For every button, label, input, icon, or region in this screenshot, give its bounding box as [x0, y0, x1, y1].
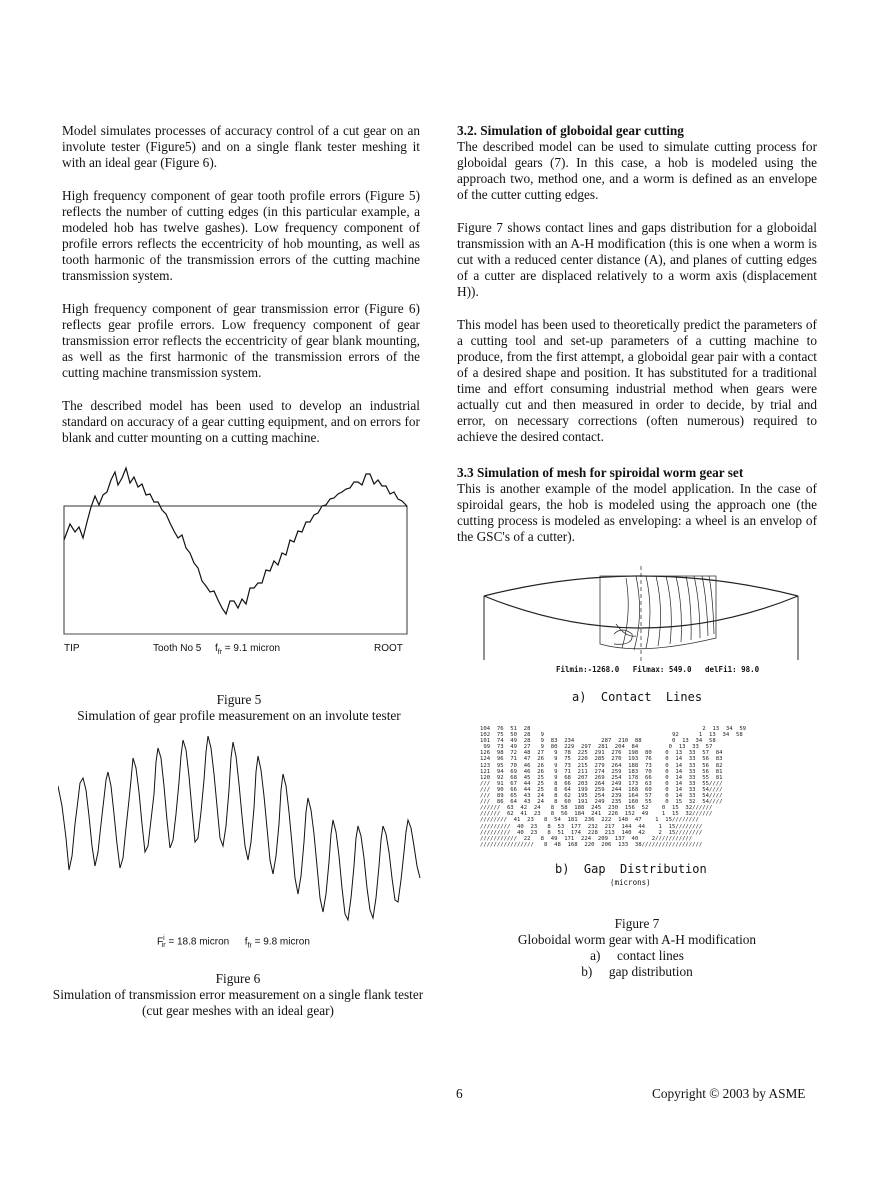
fi-min: Filmin:-1268.0 [556, 665, 620, 674]
caption-item-a: a) contact lines [590, 948, 684, 963]
contact-line [676, 576, 681, 642]
contact-line [694, 576, 700, 638]
caption-title: Figure 7 [614, 916, 660, 931]
gap-table-rows: 104 76 51 28 2 13 34 59 102 75 50 28 9 92 1 13 34 58 101 74 49 28 9 83 234 287 210 88 0 13 34 58 99 73 49 27 9 80 229 297 281 204 84 0 13 33 57 126 98 72 48 27 9 78 225 291 276 198 80 0 13 33 57 84 124 96 71 47 26 9 75 220 285 270 193 76 0 14 33 56 83 123 95 70 46 26 9 73 215 279 264 188 73 0 14 33 56 82 121 94 69 46 26 9 71 211 274 259 183 70 0 14 33 56 81 120 92 68 45 25 9 68 207 269 254 178 66 0 14 33 55 81 /// 91 67 44 25 8 66 203 264 249 173 63 0 14 33 55//// /// 90 66 44 25 8 64 199 259 244 168 60 0 14 33 54//// /// 89 65 43 24 8 62 195 254 239 164 57 0 14 33 54//// /// 86 64 43 24 8 60 191 249 235 160 55 0 15 32 54//// ////// 63 42 24 8 58 188 245 230 156 52 0 15 32////// ////// 62 41 23 8 56 184 241 226 152 49 1 15 32////// //////// 41 23 8 54 181 236 222 148 47 1 15//////// ///////// 40 23 8 53 177 232 217 144 44 1 15//////// ///////// 40 23 8 51 174 228 213 140 42 2 15//////// /////////// 22 8 49 171 224 209 137 40 2/////////// //////////////// 8 48 168 220 206 133 38////////////////// [480, 726, 747, 848]
figure-7a-contact-lines [476, 564, 806, 664]
copyright-notice: Copyright © 2003 by ASME [652, 1086, 806, 1101]
Fir-superscript: i [163, 935, 165, 942]
contact-line [666, 576, 671, 644]
figure-6-labels [157, 935, 310, 949]
caption-item-b: b) gap distribution [581, 964, 693, 979]
ffr-subscript: fr [247, 942, 252, 950]
ffr-symbol: f [214, 643, 218, 654]
right-column-text [457, 123, 817, 562]
Fir-symbol: F [157, 936, 164, 948]
contact-line [656, 576, 661, 646]
contact-line [634, 576, 640, 650]
plot-frame [64, 506, 407, 634]
paragraph: The described model can be used to simulate cutting process for globoidal gears (7). In this case, a hob is modeled using the approach two, method one, and a worm is defined as an envelope of the cutter cutting edges. [457, 139, 817, 202]
page-number: 6 [456, 1086, 463, 1101]
paragraph: This model has been used to theoretically predict the parameters of a cutting tool and set-up parameters of a cutting machine to produce, from the first attempt, a globoidal gear pair with a contact of a desired shape and position. It has substituted for a traditional time and effort consuming industrial method when gears were actually cut and then measured in order to decide, by trial and error, on necessary corrections (often numerous) required to achieve the desired contact. [457, 317, 817, 444]
figure-5-plot [60, 458, 412, 664]
del-fi: delFi1: 98.0 [705, 665, 760, 674]
Fir-subscript: ir [161, 942, 166, 950]
contact-line-group [614, 576, 714, 650]
ffr-subscript: fr [217, 649, 222, 656]
contact-line [702, 576, 708, 636]
caption-text: Simulation of gear profile measurement on an involute tester [77, 708, 401, 723]
tooth-number: Tooth No 5 [153, 643, 202, 654]
caption-text: Globoidal worm gear with A-H modification [517, 932, 757, 947]
paragraph: This is another example of the model application. In the case of spiroidal gears, the hob is modeled using the approach one (the cutting process is modeled as enveloping: a wheel is an envelop of the GSC's of a cutter). [457, 481, 817, 544]
figure-5-label-root: ROOT [374, 643, 403, 654]
contact-line [686, 576, 691, 640]
section-heading-3-2: 3.2. Simulation of globoidal gear cutting [457, 123, 684, 138]
contact-line [646, 576, 650, 648]
contact-line [709, 576, 714, 634]
figure-5-label-tip: TIP [64, 643, 80, 654]
profile-error-curve [64, 468, 407, 614]
paragraph: Model simulates processes of accuracy control of a cut gear on an involute tester (Figure5) and on a single flank tester meshing it with an ideal gear (Figure 6). [62, 123, 420, 170]
paragraph: Figure 7 shows contact lines and gaps distribution for a globoidal transmission with an A-H modification (this is one when a worm is cut with a reduced center distance (A), and planes of cutting edges of a cutter are displaced relatively to a worm axis (displacement H)). [457, 220, 817, 299]
ffr-value: = 9.8 micron [254, 936, 310, 948]
figure-7a-label: a) Contact Lines [572, 690, 703, 704]
Fir-value: = 18.8 micron [168, 936, 230, 948]
figure-5-label-tooth [153, 643, 280, 656]
figure-6-caption [50, 971, 426, 1019]
caption-title: Figure 6 [215, 971, 261, 986]
figure-7b-gap-table [480, 726, 792, 859]
caption-title: Figure 5 [216, 692, 262, 707]
figure-7b-label: b) Gap Distribution [555, 862, 707, 876]
paragraph: High frequency component of gear tooth profile errors (Figure 5) reflects the number of cutting edges (in this particular example, a modeled hob has twelve gashes). Low frequency component of profile errors reflects the eccentricity of hob mounting, as well as tooth harmonic of the transmission errors of the cutting machine transmission system. [62, 188, 420, 283]
figure-7-caption [457, 916, 817, 980]
contact-line [622, 578, 628, 648]
paragraph: The described model has been used to develop an industrial standard on accuracy of a gear cutting equipment, and on errors for blank and cutter mounting on a cutting machine. [62, 398, 420, 445]
figure-7a-readout [556, 665, 759, 674]
section-heading-3-3: 3.3 Simulation of mesh for spiroidal worm gear set [457, 465, 744, 480]
worm-outline-top [484, 576, 798, 596]
figure-6-plot [58, 728, 422, 933]
transmission-error-curve [58, 736, 420, 920]
ffr-symbol: f [244, 936, 248, 948]
figure-5-caption [60, 692, 418, 724]
figure-7b-unit: (microns) [610, 878, 651, 887]
ffr-value: = 9.1 micron [222, 643, 281, 654]
caption-text: Simulation of transmission error measurement on a single flank tester (cut gear meshes with an ideal gear) [52, 987, 424, 1018]
fi-max: Filmax: 549.0 [632, 665, 692, 674]
left-column-text [62, 123, 420, 463]
paragraph: High frequency component of gear transmission error (Figure 6) reflects gear profile errors. Low frequency component of gear transmission error reflects the eccentricity of gear blank mounting, as well as the first harmonic of the transmission errors of the cutting machine transmission system. [62, 301, 420, 380]
